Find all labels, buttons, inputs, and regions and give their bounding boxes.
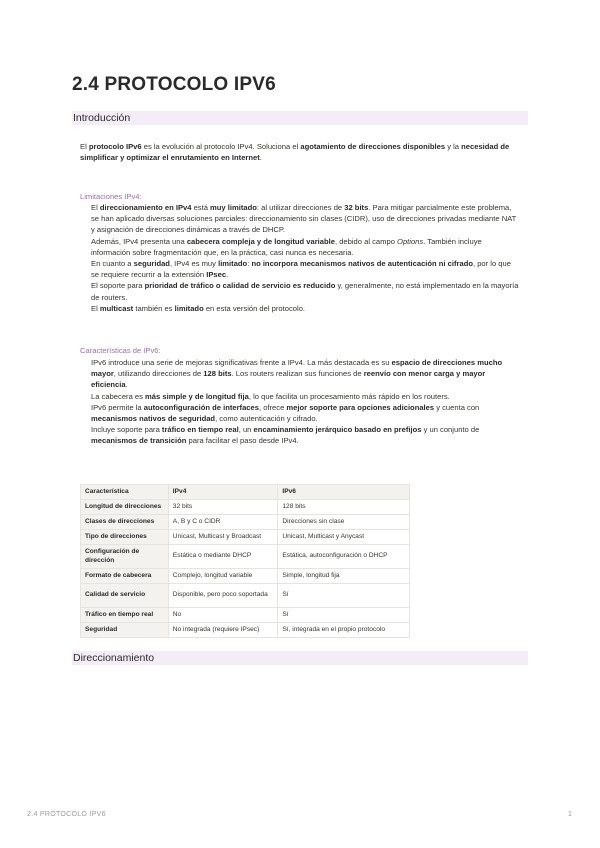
text: . xyxy=(125,380,128,390)
table-cell: Sí xyxy=(278,608,410,623)
bold-text: limitado xyxy=(174,303,204,313)
table-cell: Tráfico en tiempo real xyxy=(81,608,169,623)
table-header-cell: IPv4 xyxy=(168,485,278,500)
text: , ofrece xyxy=(258,402,287,412)
table-cell: Estática o mediante DHCP xyxy=(168,545,278,569)
bold-text: multicast xyxy=(99,303,134,313)
table-row xyxy=(81,515,410,530)
bold-text: mejor soporte para opciones adicionales xyxy=(286,402,435,412)
bold-text: agotamiento de direcciones disponibles xyxy=(300,142,446,151)
bold-text: autoconfiguración de interfaces xyxy=(143,402,259,412)
text: , debido al campo xyxy=(334,236,398,246)
table-cell: Configuración de dirección xyxy=(81,545,169,569)
table-header-cell: Característica xyxy=(81,485,169,500)
section-heading-intro: Introducción xyxy=(72,111,528,125)
table-cell: Longitud de direcciones xyxy=(81,500,169,515)
text: . Los routers realizan sus funciones de xyxy=(231,369,364,379)
italic-text: Options xyxy=(397,236,424,246)
text: IPv6 introduce una serie de mejoras significativas frente a IPv4. La más destacada es su xyxy=(91,358,392,367)
text: . xyxy=(259,153,262,163)
table-cell: Complejo, longitud variable xyxy=(168,569,278,584)
bold-text: mecanismos de transición xyxy=(91,436,187,446)
bold-text: limitado xyxy=(218,259,248,269)
features-heading: Características de IPv6: xyxy=(80,346,161,355)
text: y la xyxy=(445,142,462,151)
limitations-list xyxy=(91,202,521,314)
table-row xyxy=(81,623,410,638)
table-cell: No integrada (requiere IPsec) xyxy=(168,623,278,638)
text: , IPv4 es muy xyxy=(169,259,219,269)
bold-text: más simple y de longitud fija xyxy=(145,391,249,401)
bold-text: espacio de direcciones mucho mayor xyxy=(91,358,503,379)
bold-text: necesidad de simplificar y optimizar el enrutamiento en Internet xyxy=(80,142,510,163)
table-cell: 128 bits xyxy=(278,500,410,515)
text: también es xyxy=(133,303,175,313)
table-cell: Simple, longitud fija xyxy=(278,569,410,584)
text: y un conjunto de xyxy=(421,425,480,435)
text: En cuanto a xyxy=(91,259,134,269)
bold-text: prioridad de tráfico o calidad de servicio es reducido xyxy=(144,281,336,291)
limitations-paragraph-3 xyxy=(91,258,521,280)
text: , utilizando direcciones de xyxy=(113,369,204,379)
table-row xyxy=(81,569,410,584)
text: en esta versión del protocolo. xyxy=(203,303,306,313)
table-cell: Direcciones sin clase xyxy=(278,515,410,530)
text: . Para mitigar parcialmente este problema, se han aplicado diversas soluciones parciales: direccionamiento sin clases (CIDR), uso de direcciones privadas mediante NAT y asignación de direcciones dinámicas a través de DHCP. xyxy=(91,203,517,235)
bold-text: protocolo IPv6 xyxy=(88,142,142,151)
text: El xyxy=(91,203,100,212)
bold-text: reenvío con menor carga y mayor eficiencia xyxy=(91,369,486,390)
table-row xyxy=(81,584,410,608)
text: . xyxy=(226,270,229,280)
text: está xyxy=(191,203,211,212)
text: y cuenta con xyxy=(434,402,480,412)
text: . También incluye información sobre fragmentación que, en la práctica, casi nunca es necesaria. xyxy=(91,236,482,257)
table-row xyxy=(81,500,410,515)
text: : al utilizar direcciones de xyxy=(256,203,345,212)
table-cell: Disponible, pero poco soportada xyxy=(168,584,278,608)
features-paragraph-2 xyxy=(91,391,521,402)
text: Además, IPv4 presenta una xyxy=(91,236,187,246)
table-cell: Sí xyxy=(278,584,410,608)
text: : xyxy=(247,259,252,269)
table-cell: Unicast, Multicast y Anycast xyxy=(278,530,410,545)
bold-text: mecanismos nativos de seguridad xyxy=(91,414,216,424)
text: , lo que facilita un procesamiento más rápido en los routers. xyxy=(248,391,450,401)
text: El soporte para xyxy=(91,281,145,291)
features-paragraph-4 xyxy=(91,424,521,446)
table-cell: Formato de cabecera xyxy=(81,569,169,584)
features-paragraph-3 xyxy=(91,402,521,424)
text: , por lo que se requiere recurrir a la extensión xyxy=(91,259,511,280)
text: es la evolución al protocolo IPv4. Soluciona el xyxy=(141,142,301,151)
table-cell: Seguridad xyxy=(81,623,169,638)
bold-text: cabecera compleja y de longitud variable xyxy=(186,236,335,246)
limitations-paragraph-4 xyxy=(91,280,521,302)
section-heading-addressing: Direccionamiento xyxy=(72,651,528,665)
text: y, generalmente, no está implementado en la mayoría de routers. xyxy=(91,281,519,302)
bold-text: direccionamiento en IPv4 xyxy=(99,203,192,212)
table-row xyxy=(81,530,410,545)
limitations-paragraph-2 xyxy=(91,236,521,258)
page-title: 2.4 PROTOCOLO IPV6 xyxy=(72,74,276,95)
comparison-table xyxy=(80,484,410,638)
intro-paragraph xyxy=(80,141,510,163)
bold-text: 32 bits xyxy=(344,203,369,212)
table-row xyxy=(81,545,410,569)
table-cell: Unicast, Multicast y Broadcast xyxy=(168,530,278,545)
limitations-heading: Limitaciones IPv4: xyxy=(80,192,142,201)
table-row xyxy=(81,608,410,623)
table-cell: Estática, autoconfiguración o DHCP xyxy=(278,545,410,569)
text: El xyxy=(80,142,89,151)
page-number: 1 xyxy=(568,811,572,818)
text: La cabecera es xyxy=(91,391,146,401)
table-cell: Clases de direcciones xyxy=(81,515,169,530)
footer-title: 2.4 PROTOCOLO IPV6 xyxy=(27,811,106,818)
table-cell: No xyxy=(168,608,278,623)
table-cell: A, B y C o CIDR xyxy=(168,515,278,530)
table-header-cell: IPv6 xyxy=(278,485,410,500)
bold-text: seguridad xyxy=(133,259,170,269)
limitations-paragraph-1 xyxy=(91,202,521,236)
bold-text: muy limitado xyxy=(210,203,257,212)
text: Incluye soporte para xyxy=(91,425,162,435)
features-paragraph-1 xyxy=(91,357,521,391)
table-header-row xyxy=(81,485,410,500)
bold-text: encaminamiento jerárquico basado en prefijos xyxy=(253,425,422,435)
table-cell: Calidad de servicio xyxy=(81,584,169,608)
text: IPv6 permite la xyxy=(91,402,144,412)
bold-text: IPsec xyxy=(206,270,227,280)
table-cell: Sí, integrada en el propio protocolo xyxy=(278,623,410,638)
bold-text: tráfico en tiempo real xyxy=(161,425,239,435)
features-list xyxy=(91,357,521,447)
limitations-paragraph-5 xyxy=(91,303,521,314)
text: , un xyxy=(238,425,254,435)
text: , como autenticación y cifrado. xyxy=(215,414,318,424)
bold-text: 128 bits xyxy=(203,369,232,379)
text: para facilitar el paso desde IPv4. xyxy=(186,436,299,446)
table-cell: 32 bits xyxy=(168,500,278,515)
text: El xyxy=(91,303,100,313)
bold-text: no incorpora mecanismos nativos de autenticación ni cifrado xyxy=(251,259,473,269)
table-cell: Tipo de direcciones xyxy=(81,530,169,545)
